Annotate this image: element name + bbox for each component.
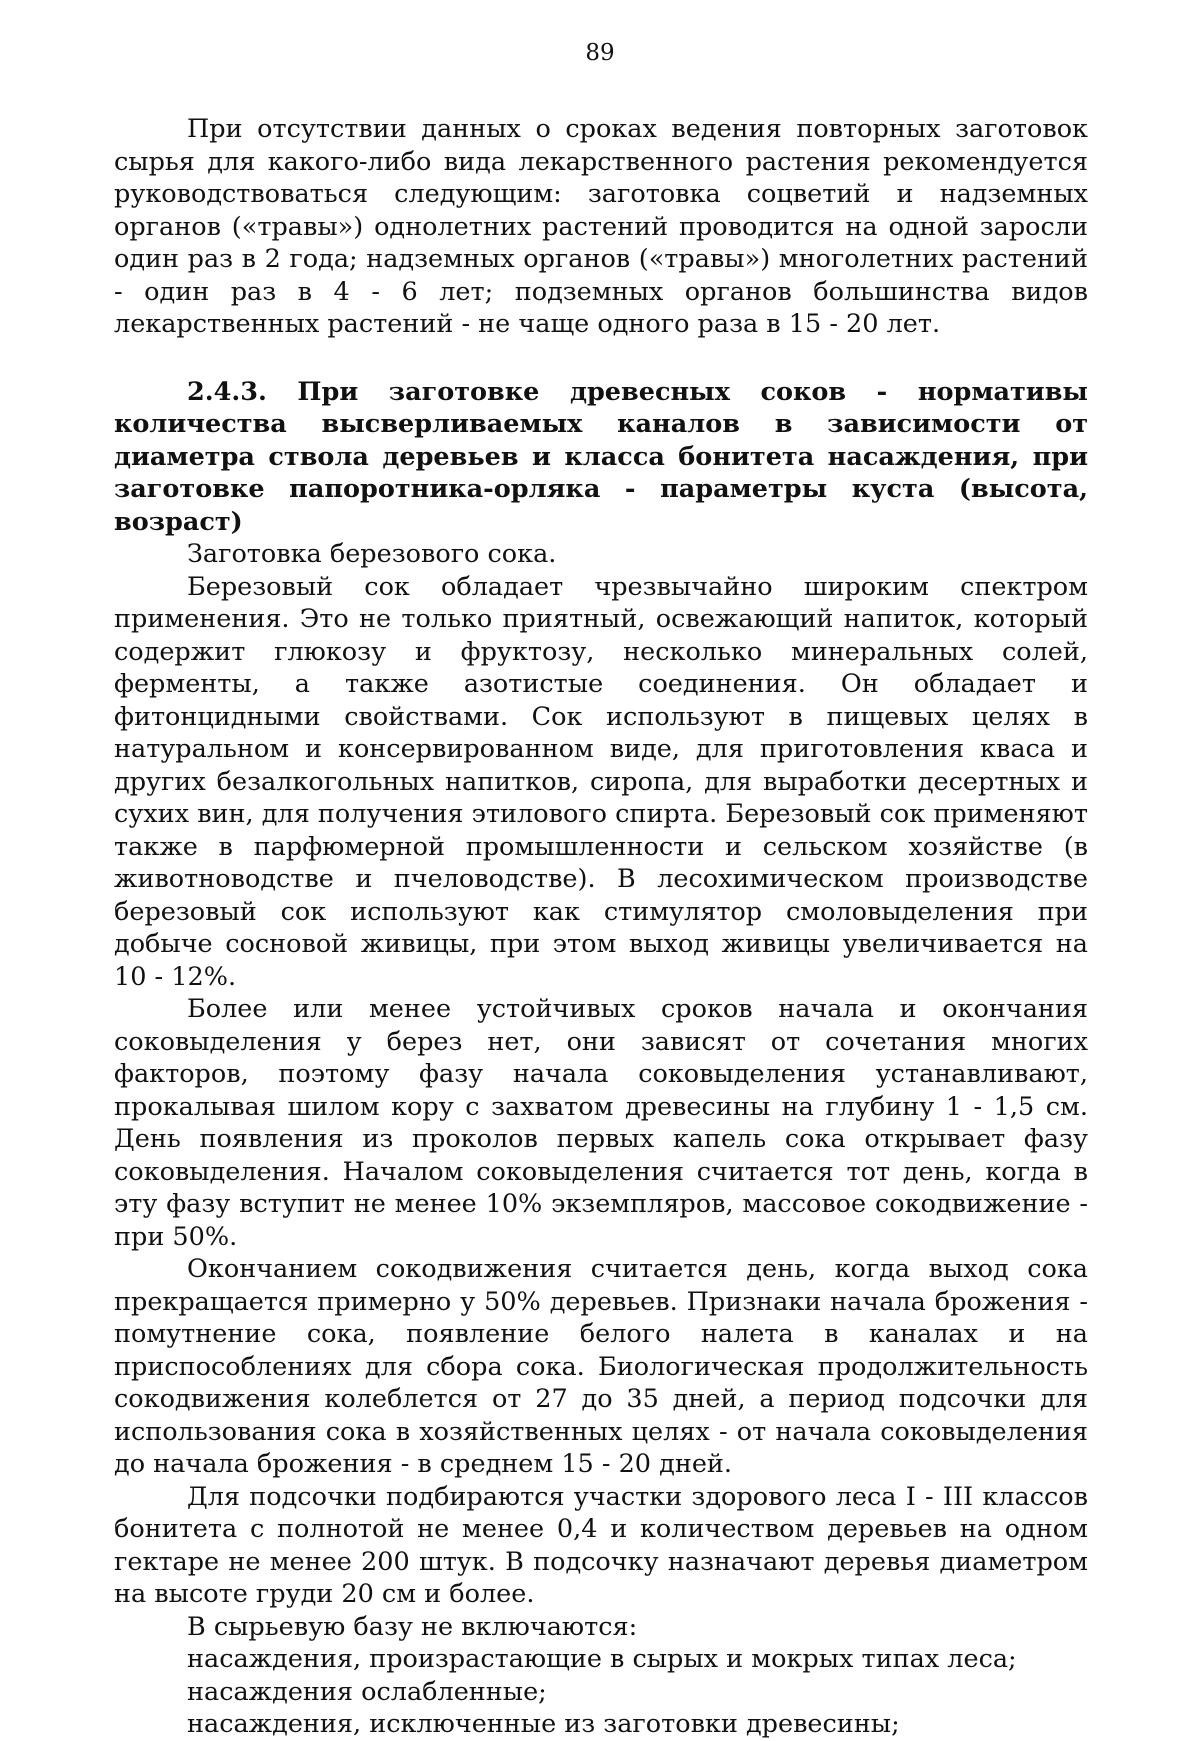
paragraph-repeat-harvest: При отсутствии данных о сроках ведения повторных заготовок сырья для какого-либо вида лекарственного растения рекомендуется руководствоваться следующим: заготовка соцветий и надземных органов («травы») однолетних растений проводится на одной заросли один раз в 2 года; надземных органов («травы») многолетних растений - один раз в 4 - 6 лет; подземных органов большинства видов лекарственных растений - не чаще одного раза в 15 - 20 лет. [114,114,1088,339]
page-content [114,113,1088,1741]
list-item: насаждения, произрастающие в сырых и мокрых типах леса; [187,1644,1017,1674]
section-subheading: Заготовка березового сока. [187,539,557,569]
paragraph-birch-sap-uses: Березовый сок обладает чрезвычайно широким спектром применения. Это не только приятный, освежающий напиток, который содержит глюкозу и фруктозу, несколько минеральных солей, ферменты, а также азотистые соединения. Он обладает и фитонцидными свойствами. Сок используют в пищевых целях в натуральном и консервированном виде, для приготовления кваса и других безалкогольных напитков, сиропа, для выработки десертных и сухих вин, для получения этилового спирта. Березовый сок применяют также в парфюмерной промышленности и сельском хозяйстве (в животноводстве и пчеловодстве). В лесохимическом производстве березовый сок используют как стимулятор смоловыделения при добыче сосновой живицы, при этом выход живицы увеличивается на 10 - 12%. [114,571,1088,992]
paragraph-sap-flow-start: Более или менее устойчивых сроков начала и окончания соковыделения у берез нет, они зависят от сочетания многих факторов, поэтому фазу начала соковыделения устанавливают, прокалывая шилом кору с захватом древесины на глубину 1 - 1,5 см. День появления из проколов первых капель сока открывает фазу соковыделения. Началом соковыделения считается тот день, когда в эту фазу вступит не менее 10% экземпляров, массовое сокодвижение - при 50%. [114,994,1088,1252]
section-heading: 2.4.3. При заготовке древесных соков - нормативы количества высверливаемых каналов в зависимости от диаметра ствола деревьев и класса бонитета насаждения, при заготовке папоротника-орляка - параметры куста (высота, возраст) [114,376,1088,537]
list-item: насаждения, исключенные из заготовки древесины; [187,1709,900,1739]
paragraph-sap-flow-end: Окончанием сокодвижения считается день, когда выход сока прекращается примерно у 50% деревьев. Признаки начала брожения - помутнение сока, появление белого налета в каналах и на приспособлениях для сбора сока. Биологическая продолжительность сокодвижения колеблется от 27 до 35 дней, а период подсочки для использования сока в хозяйственных целях - от начала соковыделения до начала брожения - в среднем 15 - 20 дней. [114,1254,1088,1479]
page-number: 89 [585,40,615,66]
list-intro: В сырьевую базу не включаются: [187,1611,638,1642]
paragraph-tapping-selection: Для подсочки подбираются участки здорового леса I - III классов бонитета с полнотой не менее 0,4 и количеством деревьев на одном гектаре не менее 200 штук. В подсочку назначают деревья диаметром на высоте груди 20 см и более. [114,1481,1088,1609]
list-item: насаждения ослабленные; [187,1676,547,1707]
exclusion-list [114,1643,1088,1741]
